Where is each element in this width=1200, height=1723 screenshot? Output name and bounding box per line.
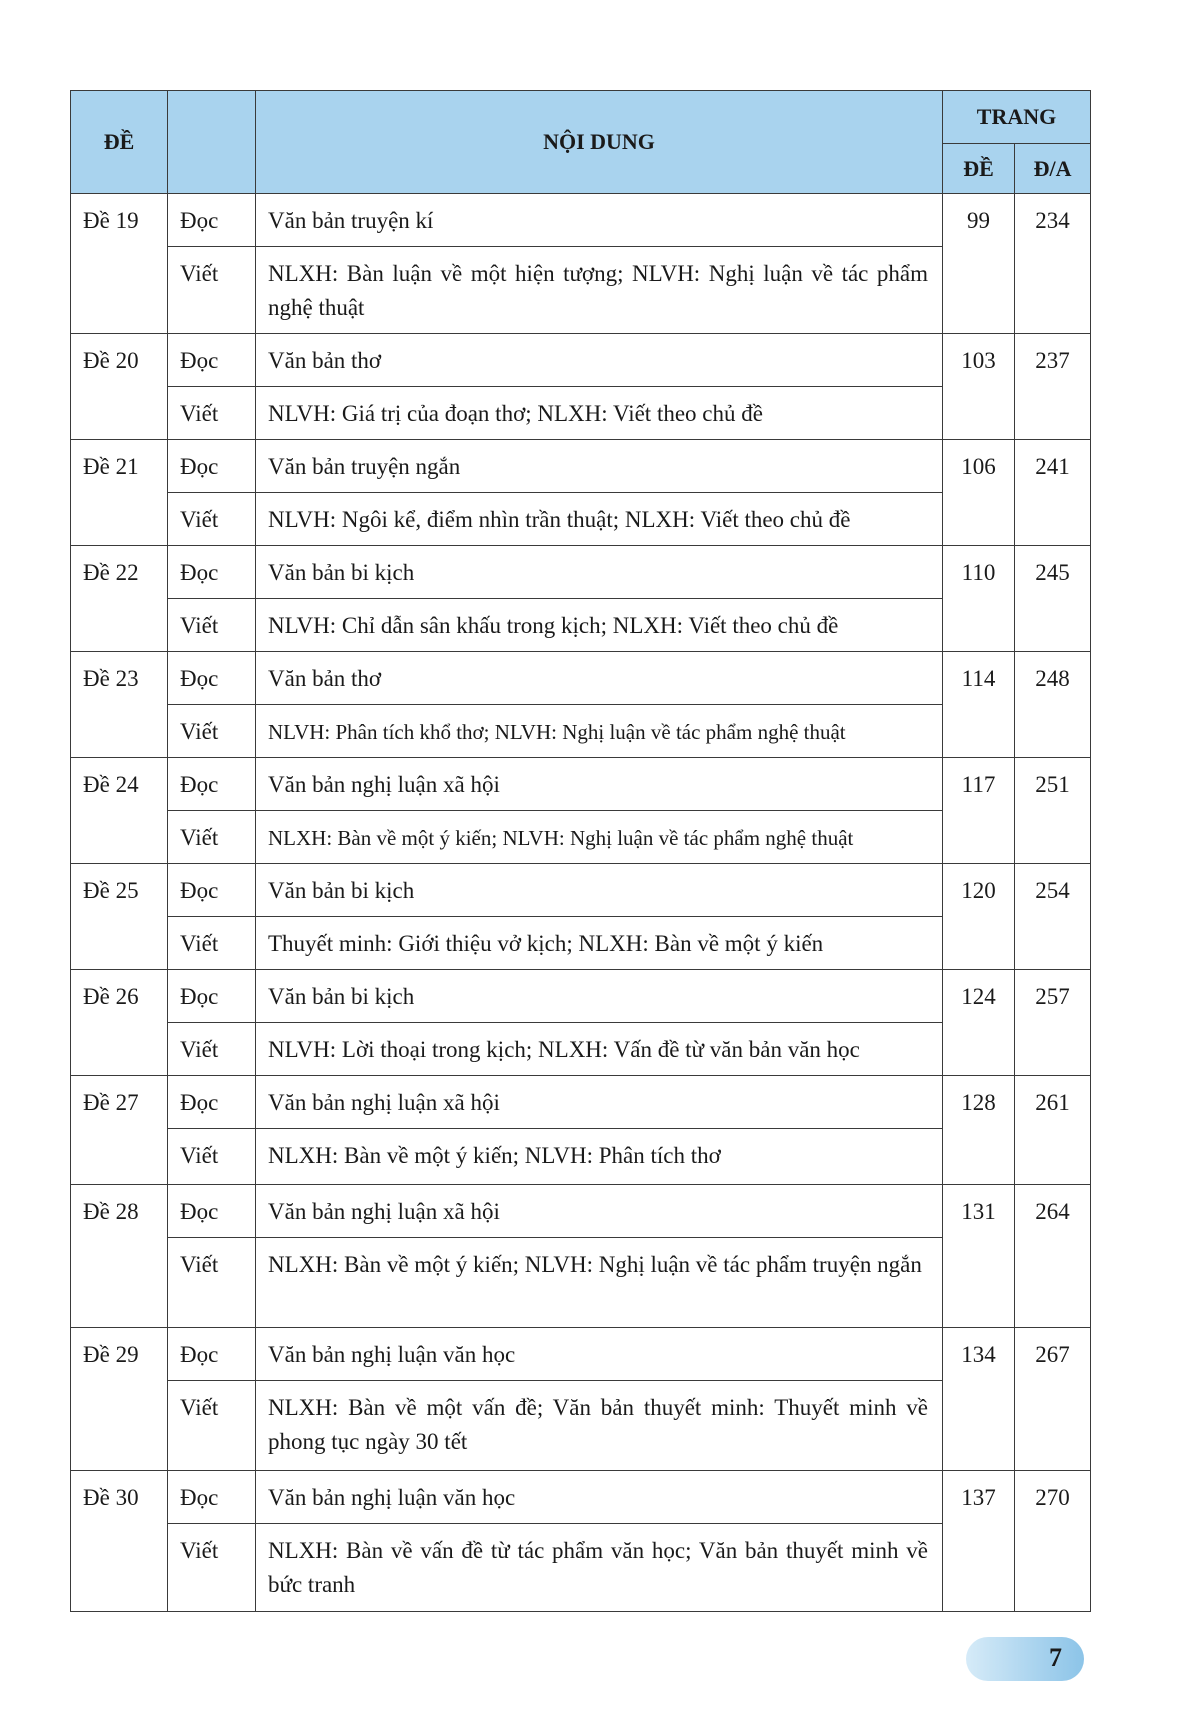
content-cell: Văn bản nghị luận xã hội bbox=[256, 1076, 943, 1129]
type-cell: Viết bbox=[168, 493, 256, 546]
de-cell: Đề 25 bbox=[71, 864, 168, 970]
type-cell: Viết bbox=[168, 811, 256, 864]
header-blank bbox=[168, 91, 256, 194]
type-cell: Đọc bbox=[168, 1185, 256, 1238]
content-cell: NLXH: Bàn về một ý kiến; NLVH: Nghị luận về tác phẩm nghệ thuật bbox=[256, 811, 943, 864]
page-da-cell: 234 bbox=[1015, 194, 1091, 334]
type-cell: Viết bbox=[168, 1129, 256, 1185]
page-da-cell: 237 bbox=[1015, 334, 1091, 440]
table-row bbox=[71, 1185, 1091, 1238]
page-da-cell: 261 bbox=[1015, 1076, 1091, 1185]
table-row bbox=[71, 864, 1091, 917]
content-cell: Văn bản nghị luận văn học bbox=[256, 1471, 943, 1524]
table-row bbox=[71, 1471, 1091, 1524]
page-da-cell: 264 bbox=[1015, 1185, 1091, 1328]
de-cell: Đề 22 bbox=[71, 546, 168, 652]
page-da-cell: 245 bbox=[1015, 546, 1091, 652]
de-cell: Đề 23 bbox=[71, 652, 168, 758]
content-cell: NLXH: Bàn về một vấn đề; Văn bản thuyết minh: Thuyết minh về phong tục ngày 30 tết bbox=[256, 1381, 943, 1471]
page-de-cell: 106 bbox=[943, 440, 1015, 546]
de-cell: Đề 20 bbox=[71, 334, 168, 440]
type-cell: Đọc bbox=[168, 334, 256, 387]
content-cell: Văn bản nghị luận văn học bbox=[256, 1328, 943, 1381]
de-cell: Đề 30 bbox=[71, 1471, 168, 1612]
table-row bbox=[71, 758, 1091, 811]
content-cell: NLVH: Giá trị của đoạn thơ; NLXH: Viết theo chủ đề bbox=[256, 387, 943, 440]
content-cell: NLVH: Chỉ dẫn sân khấu trong kịch; NLXH: Viết theo chủ đề bbox=[256, 599, 943, 652]
page-de-cell: 137 bbox=[943, 1471, 1015, 1612]
table-row bbox=[71, 599, 1091, 652]
page-da-cell: 267 bbox=[1015, 1328, 1091, 1471]
table-row bbox=[71, 652, 1091, 705]
de-cell: Đề 27 bbox=[71, 1076, 168, 1185]
content-cell: Văn bản bi kịch bbox=[256, 864, 943, 917]
header-trang-da: Đ/A bbox=[1015, 144, 1091, 194]
table-row bbox=[71, 705, 1091, 758]
content-cell: Văn bản thơ bbox=[256, 334, 943, 387]
page-de-cell: 114 bbox=[943, 652, 1015, 758]
table-row bbox=[71, 1381, 1091, 1471]
type-cell: Viết bbox=[168, 1023, 256, 1076]
page-de-cell: 128 bbox=[943, 1076, 1015, 1185]
content-cell: NLVH: Lời thoại trong kịch; NLXH: Vấn đề từ văn bản văn học bbox=[256, 1023, 943, 1076]
content-cell: Văn bản truyện kí bbox=[256, 194, 943, 247]
header-trang-de: ĐỀ bbox=[943, 144, 1015, 194]
page-de-cell: 110 bbox=[943, 546, 1015, 652]
content-cell: Văn bản nghị luận xã hội bbox=[256, 758, 943, 811]
content-cell: NLXH: Bàn luận về một hiện tượng; NLVH: Nghị luận về tác phẩm nghệ thuật bbox=[256, 247, 943, 334]
type-cell: Viết bbox=[168, 705, 256, 758]
de-cell: Đề 19 bbox=[71, 194, 168, 334]
table-row bbox=[71, 247, 1091, 334]
type-cell: Viết bbox=[168, 247, 256, 334]
table-row bbox=[71, 1076, 1091, 1129]
page-da-cell: 248 bbox=[1015, 652, 1091, 758]
table-row bbox=[71, 1328, 1091, 1381]
table-row bbox=[71, 1129, 1091, 1185]
table-row bbox=[71, 334, 1091, 387]
type-cell: Viết bbox=[168, 387, 256, 440]
type-cell: Đọc bbox=[168, 1076, 256, 1129]
de-cell: Đề 24 bbox=[71, 758, 168, 864]
content-cell: NLVH: Ngôi kể, điểm nhìn trần thuật; NLXH: Viết theo chủ đề bbox=[256, 493, 943, 546]
type-cell: Viết bbox=[168, 917, 256, 970]
table-row bbox=[71, 194, 1091, 247]
type-cell: Đọc bbox=[168, 1328, 256, 1381]
table-row bbox=[71, 811, 1091, 864]
page-da-cell: 251 bbox=[1015, 758, 1091, 864]
toc-table bbox=[70, 90, 1091, 1612]
type-cell: Viết bbox=[168, 599, 256, 652]
content-cell: NLVH: Phân tích khổ thơ; NLVH: Nghị luận về tác phẩm nghệ thuật bbox=[256, 705, 943, 758]
type-cell: Đọc bbox=[168, 758, 256, 811]
page-de-cell: 99 bbox=[943, 194, 1015, 334]
content-cell: NLXH: Bàn về một ý kiến; NLVH: Phân tích thơ bbox=[256, 1129, 943, 1185]
de-cell: Đề 29 bbox=[71, 1328, 168, 1471]
type-cell: Đọc bbox=[168, 970, 256, 1023]
content-cell: Thuyết minh: Giới thiệu vở kịch; NLXH: Bàn về một ý kiến bbox=[256, 917, 943, 970]
content-cell: Văn bản truyện ngắn bbox=[256, 440, 943, 493]
header-noi-dung: NỘI DUNG bbox=[256, 91, 943, 194]
de-cell: Đề 28 bbox=[71, 1185, 168, 1328]
table-row bbox=[71, 1524, 1091, 1612]
page-da-cell: 254 bbox=[1015, 864, 1091, 970]
de-cell: Đề 21 bbox=[71, 440, 168, 546]
content-cell: Văn bản thơ bbox=[256, 652, 943, 705]
type-cell: Viết bbox=[168, 1381, 256, 1471]
content-cell: Văn bản nghị luận xã hội bbox=[256, 1185, 943, 1238]
table-row bbox=[71, 387, 1091, 440]
table-row bbox=[71, 1023, 1091, 1076]
type-cell: Đọc bbox=[168, 864, 256, 917]
type-cell: Đọc bbox=[168, 1471, 256, 1524]
page-da-cell: 270 bbox=[1015, 1471, 1091, 1612]
page-da-cell: 241 bbox=[1015, 440, 1091, 546]
type-cell: Đọc bbox=[168, 194, 256, 247]
table-row bbox=[71, 917, 1091, 970]
header-de: ĐỀ bbox=[71, 91, 168, 194]
page-de-cell: 124 bbox=[943, 970, 1015, 1076]
page-de-cell: 120 bbox=[943, 864, 1015, 970]
content-cell: Văn bản bi kịch bbox=[256, 970, 943, 1023]
table-row bbox=[71, 440, 1091, 493]
table-row bbox=[71, 546, 1091, 599]
page-de-cell: 131 bbox=[943, 1185, 1015, 1328]
type-cell: Đọc bbox=[168, 440, 256, 493]
type-cell: Viết bbox=[168, 1524, 256, 1612]
table-row bbox=[71, 1238, 1091, 1328]
type-cell: Đọc bbox=[168, 546, 256, 599]
page-number-badge bbox=[966, 1637, 1084, 1681]
content-cell: Văn bản bi kịch bbox=[256, 546, 943, 599]
content-cell: NLXH: Bàn về vấn đề từ tác phẩm văn học; Văn bản thuyết minh về bức tranh bbox=[256, 1524, 943, 1612]
header-trang: TRANG bbox=[943, 91, 1091, 144]
page-number: 7 bbox=[1049, 1643, 1062, 1672]
page-de-cell: 117 bbox=[943, 758, 1015, 864]
page-de-cell: 134 bbox=[943, 1328, 1015, 1471]
page-de-cell: 103 bbox=[943, 334, 1015, 440]
type-cell: Viết bbox=[168, 1238, 256, 1328]
table-row bbox=[71, 970, 1091, 1023]
de-cell: Đề 26 bbox=[71, 970, 168, 1076]
type-cell: Đọc bbox=[168, 652, 256, 705]
table-row bbox=[71, 493, 1091, 546]
content-cell: NLXH: Bàn về một ý kiến; NLVH: Nghị luận về tác phẩm truyện ngắn bbox=[256, 1238, 943, 1328]
page-da-cell: 257 bbox=[1015, 970, 1091, 1076]
